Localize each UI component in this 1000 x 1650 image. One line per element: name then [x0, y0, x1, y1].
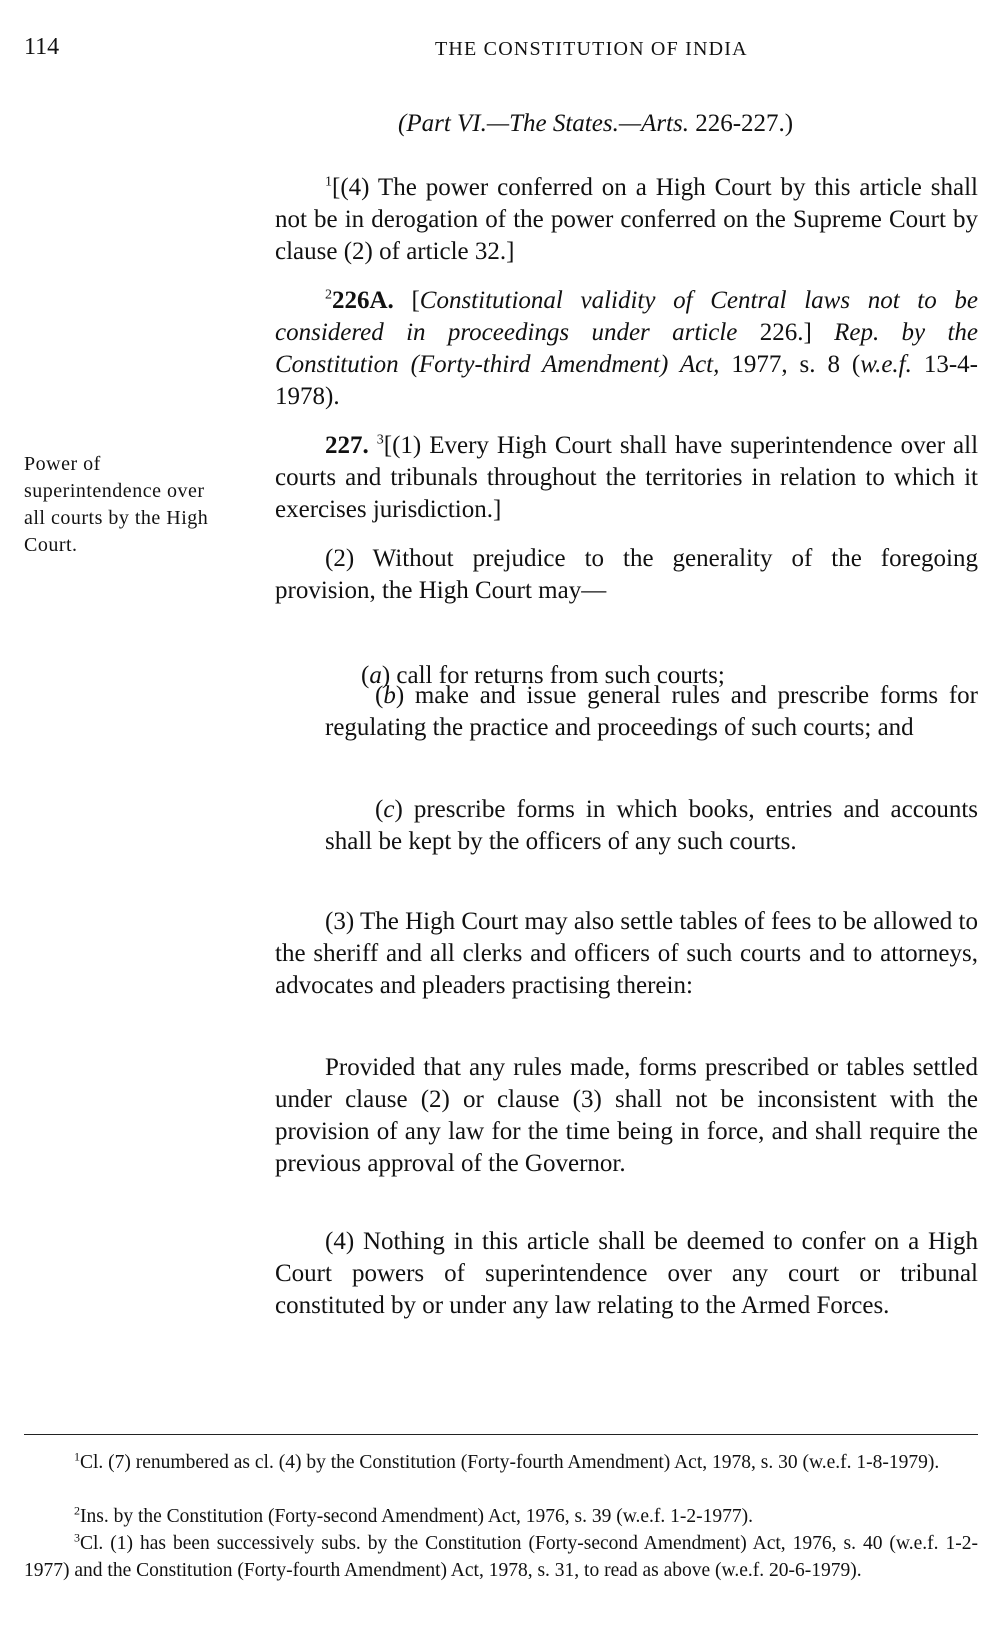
article-226a-number: 226A.	[332, 287, 394, 314]
clause-a-text: call for returns from such courts;	[396, 662, 725, 689]
running-head: THE CONSTITUTION OF INDIA	[435, 38, 748, 60]
article-227-proviso: Provided that any rules made, forms prescribed or tables settled under clause (2) or clause (3) shall not be inconsistent with the provision of any law for the time being in force, and shall require the previous approval of the Governor.	[275, 1054, 978, 1177]
article-227-clause-c: (c) prescribe forms in which books, entries and accounts shall be kept by the officers of any such courts.	[325, 796, 978, 855]
article-226a-heading: Constitutional validity of Central laws not to be considered in proceedings under article	[275, 287, 978, 346]
footnote-divider	[24, 1434, 978, 1435]
article-227-clause-4: (4) Nothing in this article shall be deemed to confer on a High Court powers of superintendence over any court or tribunal constituted by or under any law relating to the Armed Forces.	[275, 1228, 978, 1319]
footnote-1	[24, 1449, 978, 1476]
clause-226-4	[275, 172, 978, 268]
footnote-2	[24, 1503, 978, 1530]
clause-a-label: a	[369, 662, 382, 689]
article-226a	[275, 285, 978, 413]
page-number: 114	[24, 34, 60, 60]
footnote-ref-2: 2	[325, 287, 332, 303]
article-227-clause-1	[275, 430, 978, 526]
article-227-number: 227.	[325, 432, 369, 459]
footnote-3	[24, 1530, 978, 1584]
footnote-ref-1: 1	[325, 174, 332, 190]
clause-b-text: make and issue general rules and prescribe forms for regulating the practice and proceedings of such courts; and	[325, 682, 979, 741]
article-227-clause-b: (b) make and issue general rules and prescribe forms for regulating the practice and proceedings of such courts; and	[325, 682, 979, 741]
part-heading-label: (Part VI.—The States.—Arts.	[398, 110, 689, 137]
part-heading	[398, 110, 793, 138]
article-226a-date: 13-4-1978).	[275, 351, 978, 410]
footnote-1-text: Cl. (7) renumbered as cl. (4) by the Constitution (Forty-fourth Amendment) Act, 1978, s. 30 (w.e.f. 1-8-1979).	[80, 1452, 940, 1473]
article-226a-heading-num: 226.]	[759, 319, 812, 346]
footnote-1-marker: 1	[74, 1449, 80, 1464]
clause-b-label: b	[383, 682, 396, 709]
article-227-clause-a: (a) call for returns from such courts;	[361, 662, 725, 689]
clause-226-4-text: [(4) The power conferred on a High Court by this article shall not be in derogation of the power conferred on the Supreme Court by clause (2) of article 32.]	[275, 174, 978, 265]
footnote-2-marker: 2	[74, 1503, 80, 1518]
clause-c-text: prescribe forms in which books, entries and accounts shall be kept by the officers of any such courts.	[325, 796, 978, 855]
footnote-3-marker: 3	[74, 1530, 80, 1545]
article-226a-bracket: [	[411, 287, 420, 314]
article-226a-wef: w.e.f.	[860, 351, 912, 378]
footnote-3-text: Cl. (1) has been successively subs. by the Constitution (Forty-second Amendment) Act, 1976, s. 40 (w.e.f. 1-2-1977) and the Constitution (Forty-fourth Amendment) Act, 1978, s. 31, to read as above (w.e.f. 20-6-1979).	[24, 1533, 978, 1581]
article-227-clause-2: (2) Without prejudice to the generality of the foregoing provision, the High Court may—	[275, 545, 978, 604]
article-226a-rep-year: 1977, s. 8 (	[731, 351, 861, 378]
part-heading-articles: 226-227.)	[695, 110, 794, 137]
clause-c-label: c	[383, 796, 395, 823]
article-227-clause-3: (3) The High Court may also settle tables of fees to be allowed to the sheriff and all clerks and officers of such courts and to attorneys, advocates and pleaders practising therein:	[275, 908, 978, 999]
footnote-2-text: Ins. by the Constitution (Forty-second Amendment) Act, 1976, s. 39 (w.e.f. 1-2-1977).	[80, 1506, 754, 1527]
article-227-clause-1-text: [(1) Every High Court shall have superintendence over all courts and tribunals throughout the territories in relation to which it exercises jurisdiction.]	[275, 432, 979, 523]
footnote-ref-3: 3	[376, 432, 384, 448]
article-226a-rep: Rep. by the Constitution (Forty-third Amendment) Act,	[275, 319, 978, 378]
marginal-note: Power of superintendence over all courts by the High Court.	[24, 453, 209, 556]
